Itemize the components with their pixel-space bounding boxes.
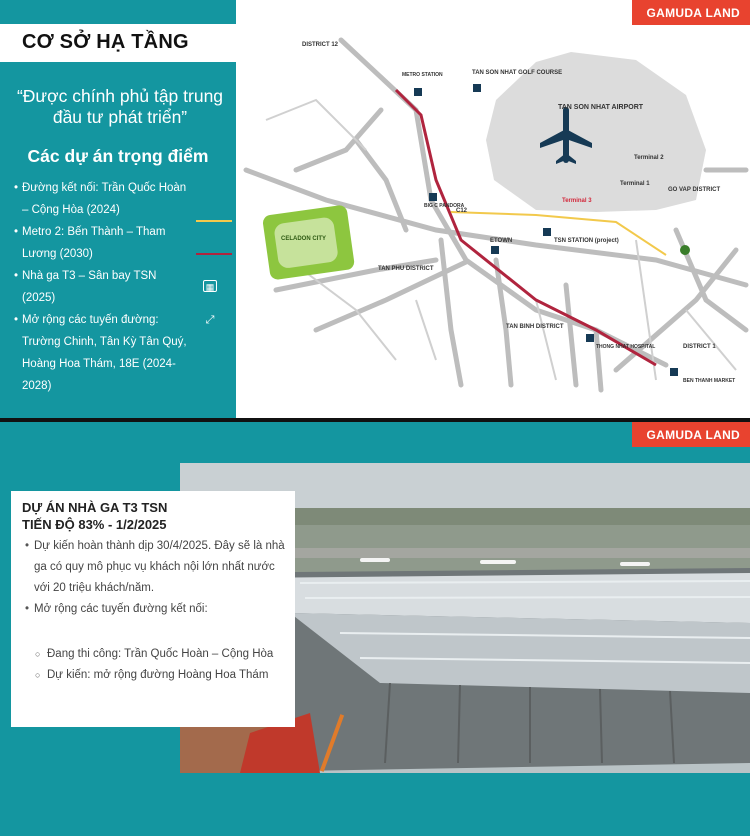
map-label-c12: C12 [456, 208, 468, 214]
projects-heading: Các dự án trọng điểm [27, 146, 209, 166]
map-label-district12: DISTRICT 12 [302, 42, 339, 48]
map-label-tanphu: TAN PHU DISTRICT [378, 266, 434, 272]
card-sub-bullet: ○ Đang thi công: Trần Quốc Hoàn – Cộng Hòa [25, 644, 290, 665]
card-bullets [25, 536, 290, 620]
card-bullet: • Mở rộng các tuyến đường kết nối: [25, 599, 290, 620]
info-panel [0, 0, 236, 418]
project-item: • Mở rộng các tuyến đường: Trường Chinh, Tân Kỳ Tân Quý, Hoàng Hoa Thám, 18E (2024-2028) [14, 309, 190, 397]
slide-t3-terminal [0, 422, 750, 836]
quote-text: “Được chính phủ tập trung đầu tư phát triển” [16, 86, 224, 127]
card-sub-bullet: ○ Dự kiến: mở rộng đường Hoàng Hoa Thám [25, 665, 290, 686]
map-label-thongnhat: THONG NHAT HOSPITAL [596, 344, 656, 350]
map-label-govap: GO VAP DISTRICT [668, 187, 721, 193]
t3-info-card [11, 491, 295, 727]
legend-red-line [196, 253, 232, 255]
map-label-terminal1: Terminal 1 [620, 181, 650, 187]
map-label-tanbinh: TAN BINH DISTRICT [506, 324, 564, 330]
brand-logo: GAMUDA LAND [646, 428, 740, 442]
legend-yellow-line [196, 220, 232, 222]
brand-logo: GAMUDA LAND [646, 6, 740, 20]
map-label-benthanh: BEN THANH MARKET [683, 378, 736, 384]
map-label-metro: METRO STATION [402, 72, 443, 78]
card-bullet: • Dự kiến hoàn thành dịp 30/4/2025. Đây sẽ là nhà ga có quy mô phục vụ khách nội lớn nhất nước với 20 triệu khách/năm. [25, 536, 290, 599]
map-label-celadon: CELADON CITY [281, 236, 326, 242]
map-label-terminal2: Terminal 2 [634, 155, 664, 161]
map-label-terminal3: Terminal 3 [562, 198, 592, 204]
expand-icon: ⤢ [205, 314, 215, 326]
station-icon: ▦ [203, 280, 217, 292]
map-label-golf: TAN SON NHAT GOLF COURSE [472, 70, 563, 76]
card-title-line2: TIẾN ĐỘ 83% - 1/2/2025 [22, 517, 167, 532]
map-label-district1: DISTRICT 1 [683, 344, 716, 350]
map-graphic [236, 0, 750, 418]
card-title [22, 499, 167, 533]
card-sub-bullets [25, 644, 290, 686]
title-box [0, 24, 236, 62]
slide-title: CƠ SỞ HẠ TẦNG [22, 31, 189, 53]
map-label-airport: TAN SON NHAT AIRPORT [558, 104, 644, 111]
projects-list [14, 177, 190, 397]
infrastructure-map [236, 0, 750, 418]
map-label-bigc: BIG C PANDORA [424, 203, 465, 209]
map-label-tsn-station: TSN STATION (project) [554, 238, 619, 244]
project-item: • Metro 2: Bến Thành – Tham Lương (2030) [14, 221, 190, 265]
map-label-etown: ETOWN [490, 238, 513, 244]
project-item: • Nhà ga T3 – Sân bay TSN (2025) [14, 265, 190, 309]
project-item: • Đường kết nối: Trần Quốc Hoàn – Cộng Hòa (2024) [14, 177, 190, 221]
card-title-line1: DỰ ÁN NHÀ GA T3 TSN [22, 500, 168, 515]
